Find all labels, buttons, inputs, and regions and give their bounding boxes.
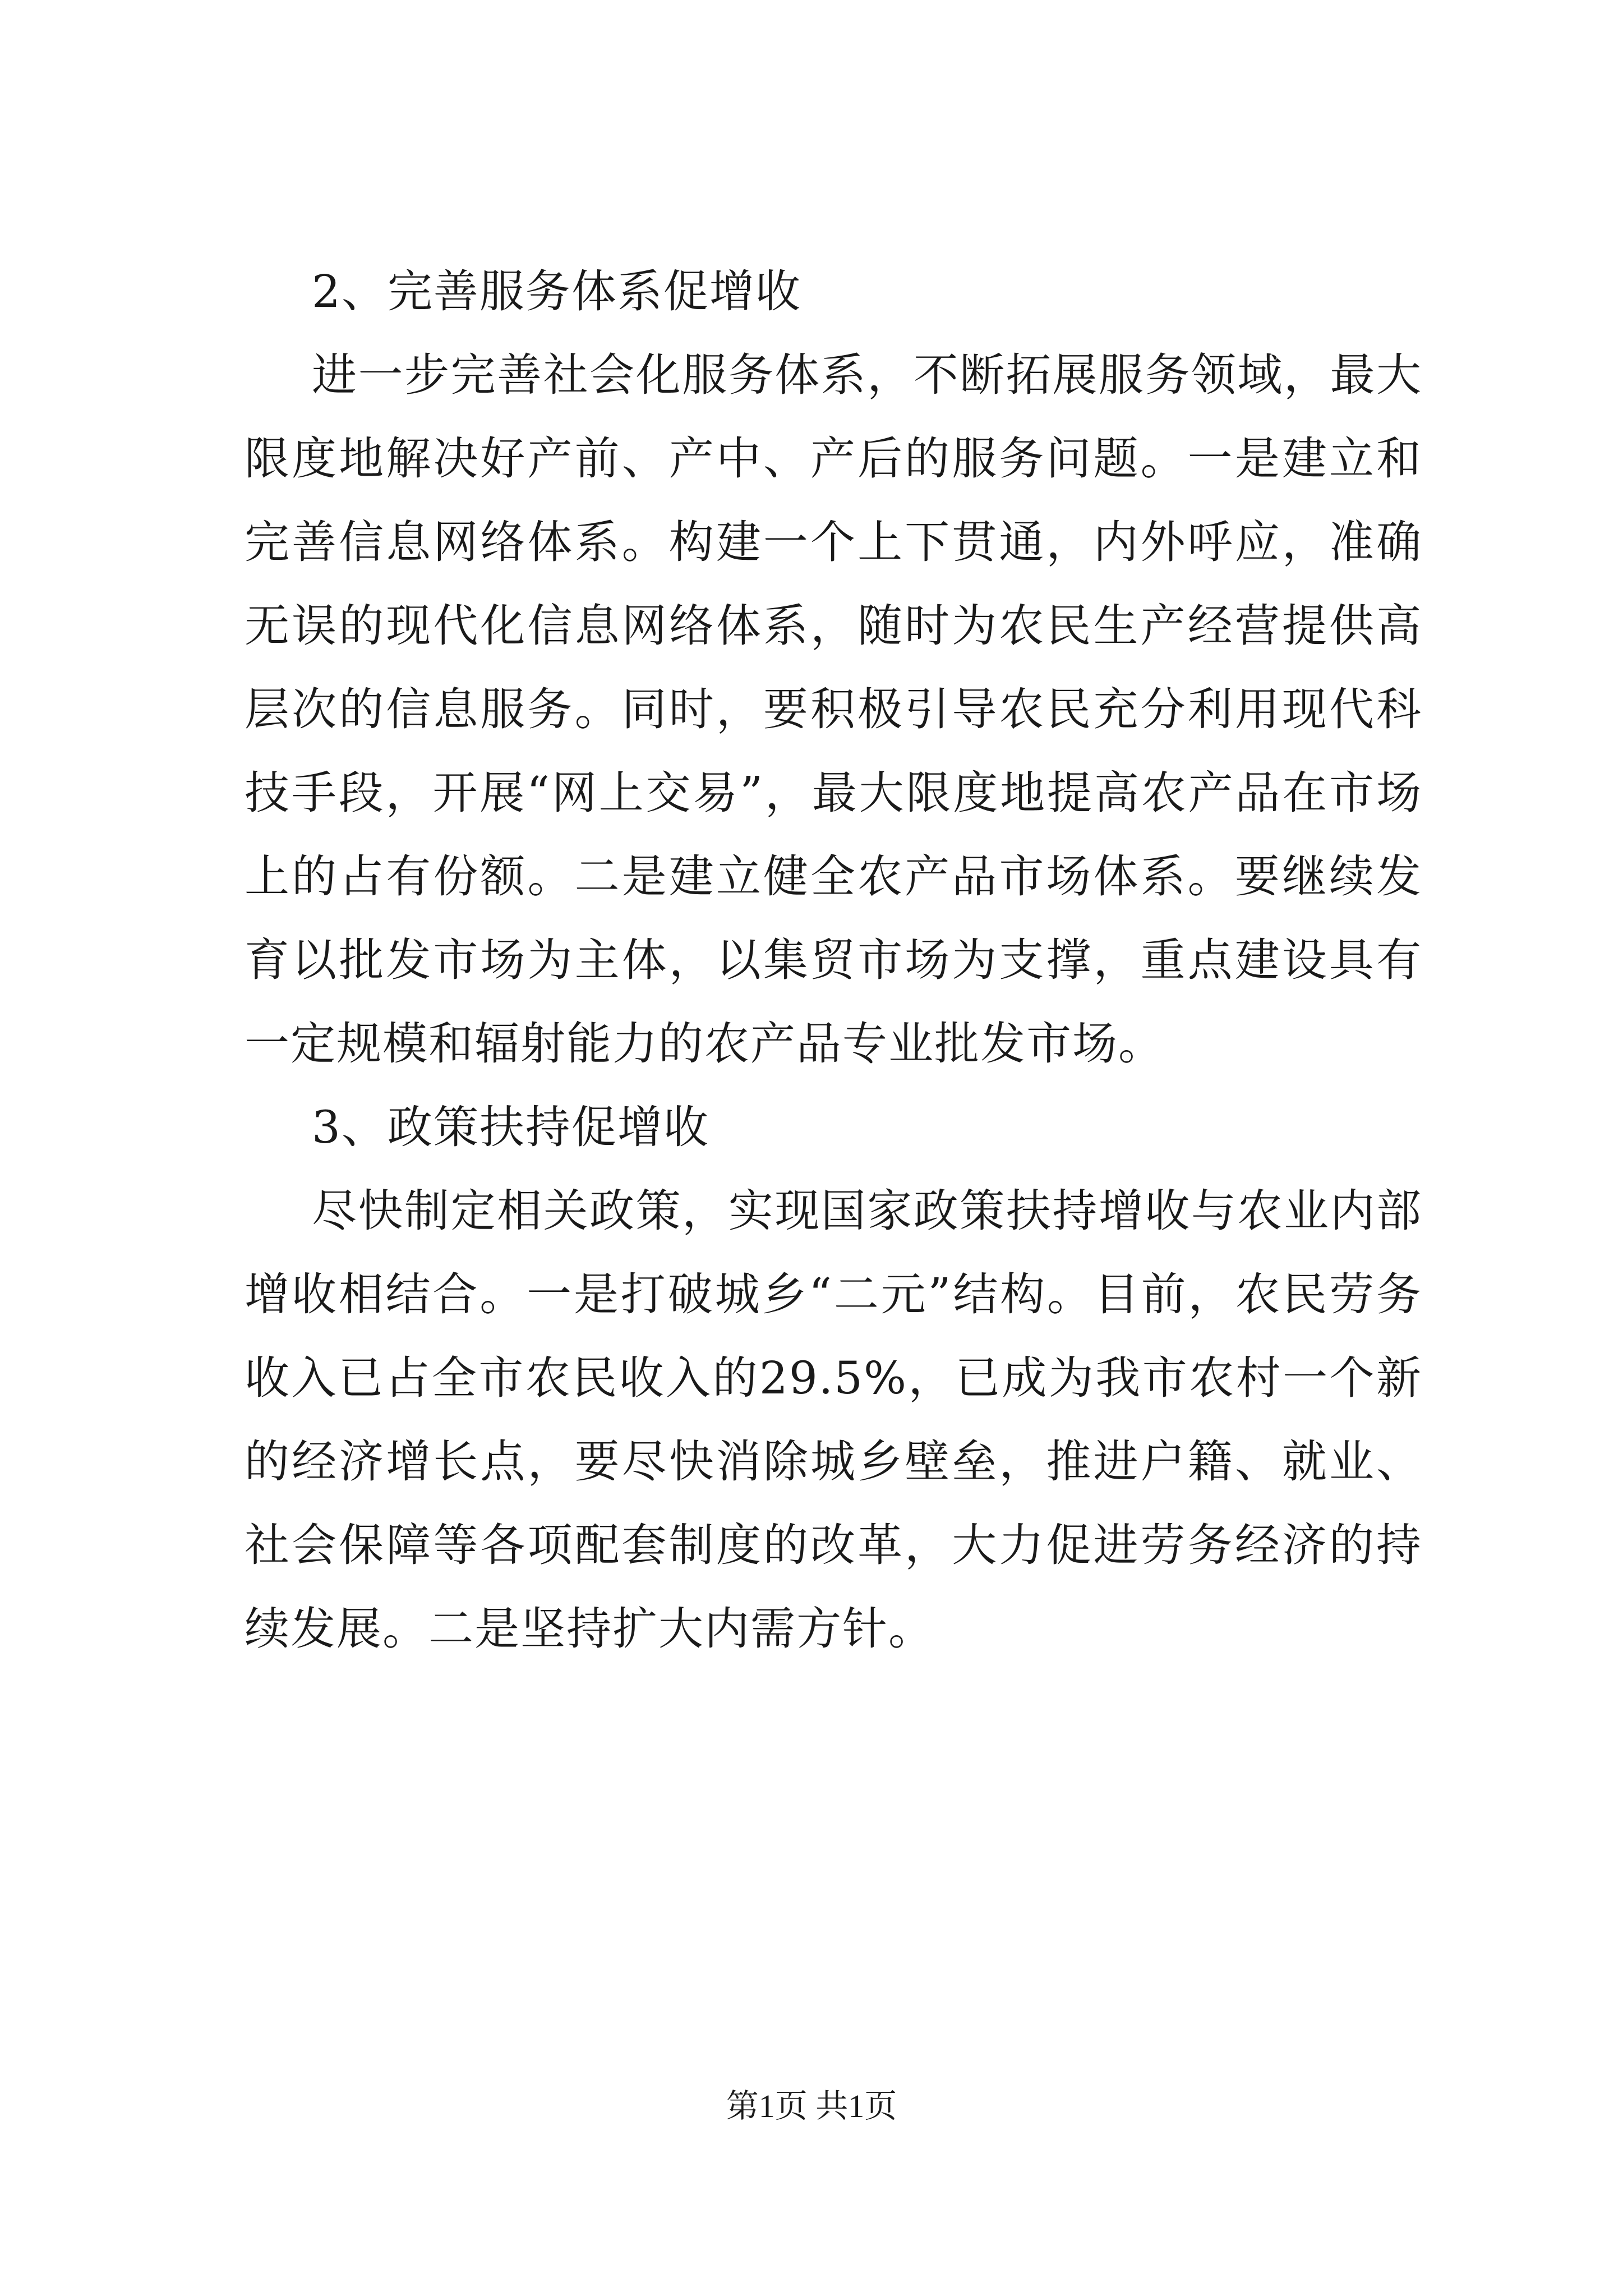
section-paragraph-service-system: 进一步完善社会化服务体系，不断拓展服务领域，最大限度地解决好产前、产中、产后的服务问题。一是建立和完善信息网络体系。构建一个上下贯通，内外呼应，准确无误的现代化信息网络体系，随时为农民生产经营提供高层次的信息服务。同时，要积极引导农民充分利用现代科技手段，开展“网上交易”，最大限度地提高农产品在市场上的占有份额。二是建立健全农产品市场体系。要继续发育以批发市场为主体，以集贸市场为支撑，重点建设具有一定规模和辐射能力的农产品专业批发市场。 (245, 349, 1422, 1070)
page-number-footer: 第1页 共1页 (726, 2088, 897, 2124)
document-body (245, 250, 1422, 1671)
section-heading-policy-support: 3、政策扶持促增收 (312, 1101, 709, 1153)
section-paragraph-policy-support: 尽快制定相关政策，实现国家政策扶持增收与农业内部增收相结合。一是打破城乡“二元”结构。目前，农民劳务收入已占全市农民收入的29.5%，已成为我市农村一个新的经济增长点，要尽快消除城乡壁垒，推进户籍、就业、社会保障等各项配套制度的改革，大力促进劳务经济的持续发展。二是坚持扩大内需方针。 (245, 1185, 1422, 1655)
section-heading-service-system: 2、完善服务体系促增收 (312, 265, 801, 318)
